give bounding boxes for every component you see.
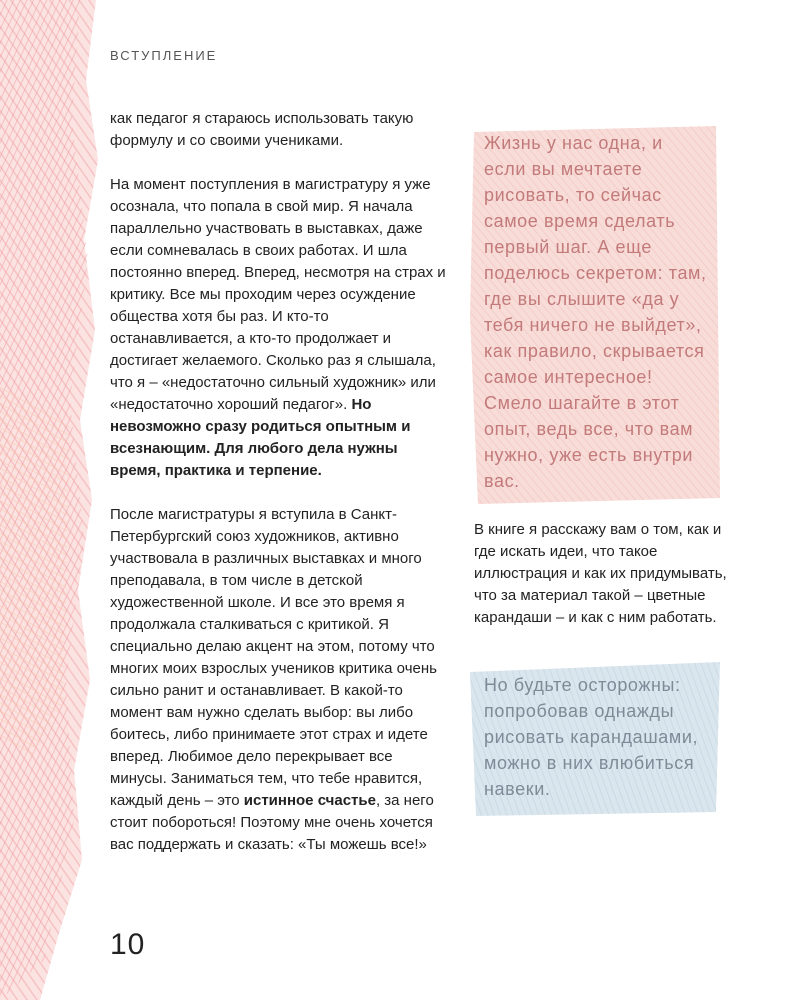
page-number: 10 bbox=[110, 928, 146, 961]
paragraph-magistracy bbox=[110, 174, 450, 482]
paragraph-magistracy-text: На момент поступления в магистратуру я уже осознала, что попала в свой мир. Я начала параллельно участвовать в выставках, даже если сомневалась в своих работах. И шла постоянно вперед. Вперед, несмотря на страх и критику. Все мы проходим через осуждение общества хотя бы раз. И кто-то останавливается, а кто-то продолжает и достигает желаемого. Сколько раз я слышала, что я – «недостаточно сильный художник» или «недостаточно хороший педагог». bbox=[110, 176, 446, 413]
crayon-texture-edge bbox=[0, 0, 110, 1000]
paragraph-magistracy-bold: Но невозможно сразу родиться опытным и всезнающим. Для любого дела нужны время, практика и терпение. bbox=[110, 396, 411, 479]
paragraph-after-bold: истинное счастье bbox=[243, 792, 376, 809]
blue-quote-text: Но будьте осторожны: попробовав однажды рисовать карандашами, можно в них влюбиться навеки. bbox=[484, 675, 699, 799]
pink-quote-box bbox=[470, 126, 720, 504]
main-text-column bbox=[110, 108, 450, 878]
paragraph-after-text-a: После магистратуры я вступила в Санкт-Петербургский союз художников, активно участвовала в различных выставках и много преподавала, в том числе в детской художественной школе. И все это время я продолжала сталкиваться с критикой. Я специально делаю акцент на этом, потому что многих моих взрослых учеников критика очень сильно ранит и останавливает. В какой-то момент вам нужно сделать выбор: вы либо боитесь, либо принимаете этот страх и идете вперед. Любимое дело перекрывает все минусы. Заниматься тем, что тебе нравится, каждый день – это bbox=[110, 506, 437, 809]
paragraph-after-magistracy bbox=[110, 504, 450, 856]
paragraph-intro: как педагог я стараюсь использовать такую формулу и со своими учениками. bbox=[110, 110, 414, 149]
side-note: В книге я расскажу вам о том, как и где искать идеи, что такое иллюстрация и как их придумывать, что за материал такой – цветные карандаши – и как с ним работать. bbox=[474, 521, 727, 626]
paragraph-after-text-b: , за него стоит побороться! Поэтому мне очень хочется вас поддержать и сказать: «Ты можешь все!» bbox=[110, 792, 434, 853]
pink-quote-text: Жизнь у нас одна, и если вы мечтаете рисовать, то сейчас самое время сделать первый шаг. А еще поделюсь секретом: там, где вы слышите «да у тебя ничего не выйдет», как правило, скрывается самое интересное! Смело шагайте в этот опыт, ведь все, что вам нужно, уже есть внутри вас. bbox=[484, 133, 707, 491]
blue-quote-box bbox=[470, 662, 720, 816]
section-title: ВСТУПЛЕНИЕ bbox=[110, 48, 218, 63]
